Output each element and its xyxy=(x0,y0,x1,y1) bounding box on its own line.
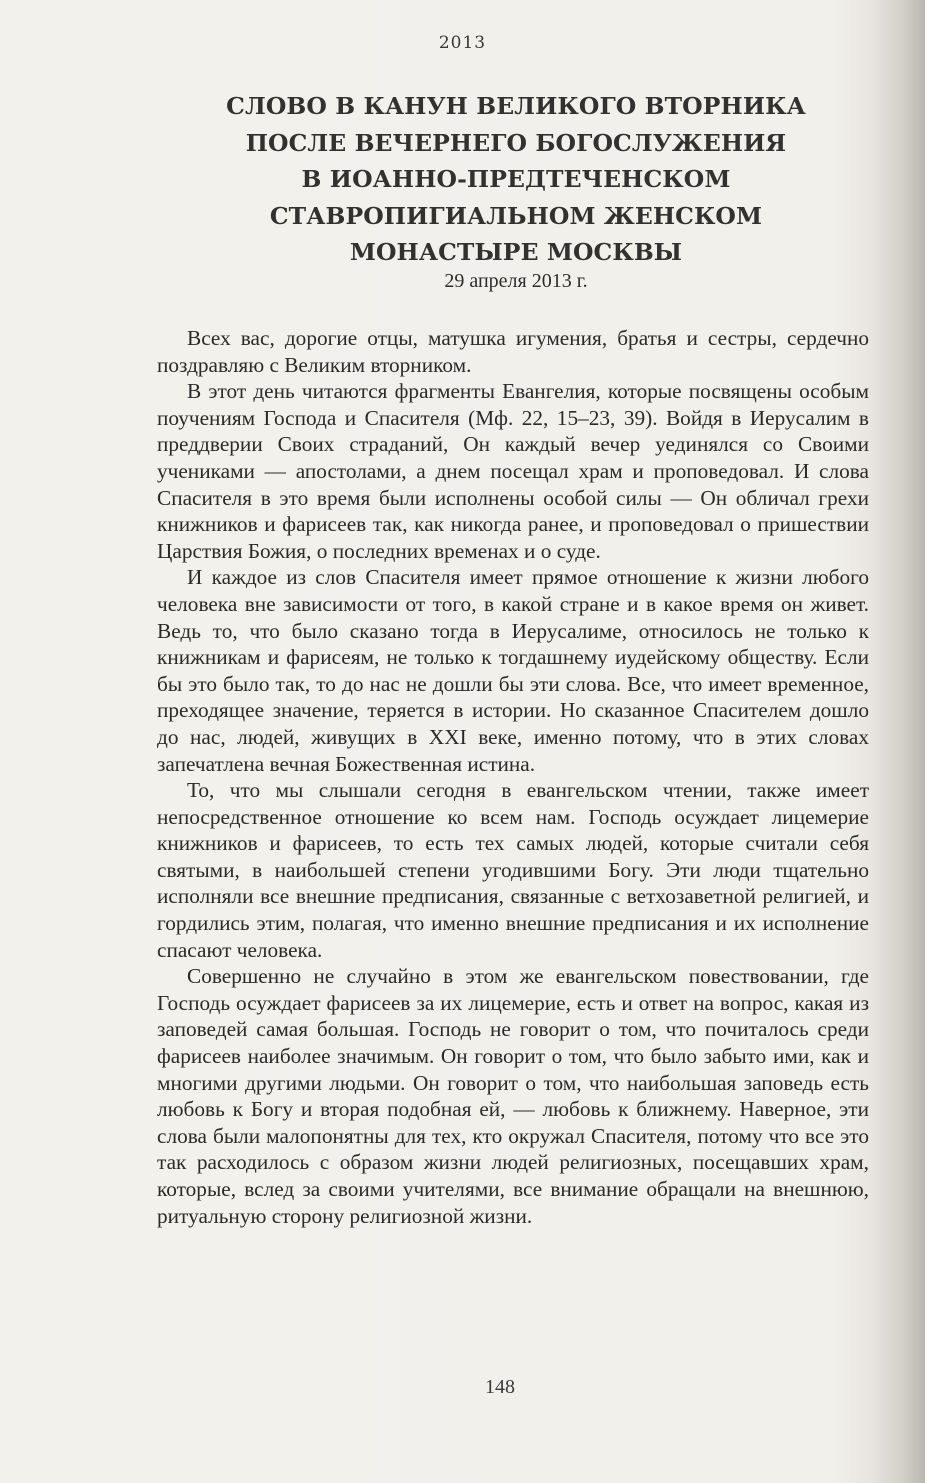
title-line: В ИОАННО-ПРЕДТЕЧЕНСКОМ xyxy=(301,165,731,193)
page-number: 148 xyxy=(485,1376,515,1398)
title-line: ПОСЛЕ ВЕЧЕРНЕГО БОГОСЛУЖЕНИЯ xyxy=(245,128,787,157)
paragraph: И каждое из слов Спасителя имеет прямое отношение к жизни любого человека вне зависимости от того, в какой стране и в какое время он живет. Ведь то, что было сказано тогда в Иерусалиме, относилось не только к книжникам и фарисеям, не только к тогдашнему иудейскому обществу. Если бы это было так, то до нас не дошли бы эти слова. Все, что имеет временное, преходящее значение, теряется в истории. Но сказанное Спасителем дошло до нас, людей, живущих в XXI веке, именно потому, что в этих словах запечатлена вечная Божественная истина. xyxy=(157,565,869,776)
running-head-year: 2013 xyxy=(438,33,487,53)
body-text xyxy=(157,325,869,1229)
paragraph: То, что мы слышали сегодня в евангельском чтении, также имеет непосредственное отношение ко всем нам. Господь осуждает лицемерие книжников и фарисеев, то есть тех самых людей, которые считали себя святыми, в наибольшей степени угодившими Богу. Эти люди тщательно исполняли все внешние предписания, связанные с ветхозаветной религией, и гордились этим, полагая, что именно внешние предписания и их исполнение спасают человека. xyxy=(157,778,869,962)
paragraph: Всех вас, дорогие отцы, матушка игумения, братья и сестры, сердечно поздравляю с Великим вторником. xyxy=(157,326,869,377)
title-line: СЛОВО В КАНУН ВЕЛИКОГО ВТОРНИКА xyxy=(226,92,806,120)
paragraph: В этот день читаются фрагменты Евангелия, которые посвящены особым поучениям Господа и Спасителя (Мф. 22, 15–23, 39). Войдя в Иерусалим в преддверии Своих страданий, Он каждый вечер уединялся со Своими учениками — апостолами, а днем посещал храм и проповедовал. И слова Спасителя в это время были исполнены особой силы — Он обличал грехи книжников и фарисеев так, как никогда ранее, и проповедовал о пришествии Царствия Божия, о последних временах и о суде. xyxy=(157,379,869,563)
title-line: СТАВРОПИГИАЛЬНОМ ЖЕНСКОМ xyxy=(269,201,763,230)
title-line: МОНАСТЫРЕ МОСКВЫ xyxy=(349,238,683,266)
sermon-title xyxy=(200,88,832,271)
paragraph: Совершенно не случайно в этом же евангельском повествовании, где Господь осуждает фарисеев за их лицемерие, есть и ответ на вопрос, какая из заповедей самая большая. Господь не говорит о том, что почиталось среди фарисеев наиболее значимым. Он говорит о том, что было забыто ими, как и многими другими людьми. Он говорит о том, что наибольшая заповедь есть любовь к Богу и вторая подобная ей, — любовь к ближнему. Наверное, эти слова были малопонятны для тех, кто окружал Спасителя, потому что все это так расходилось с образом жизни людей религиозных, посещавших храм, которые, вслед за своими учителями, все внимание обращали на внешнюю, ритуальную сторону религиозной жизни. xyxy=(157,964,869,1228)
sermon-date: 29 апреля 2013 г. xyxy=(444,270,588,292)
page-edge-shadow xyxy=(870,0,925,1483)
